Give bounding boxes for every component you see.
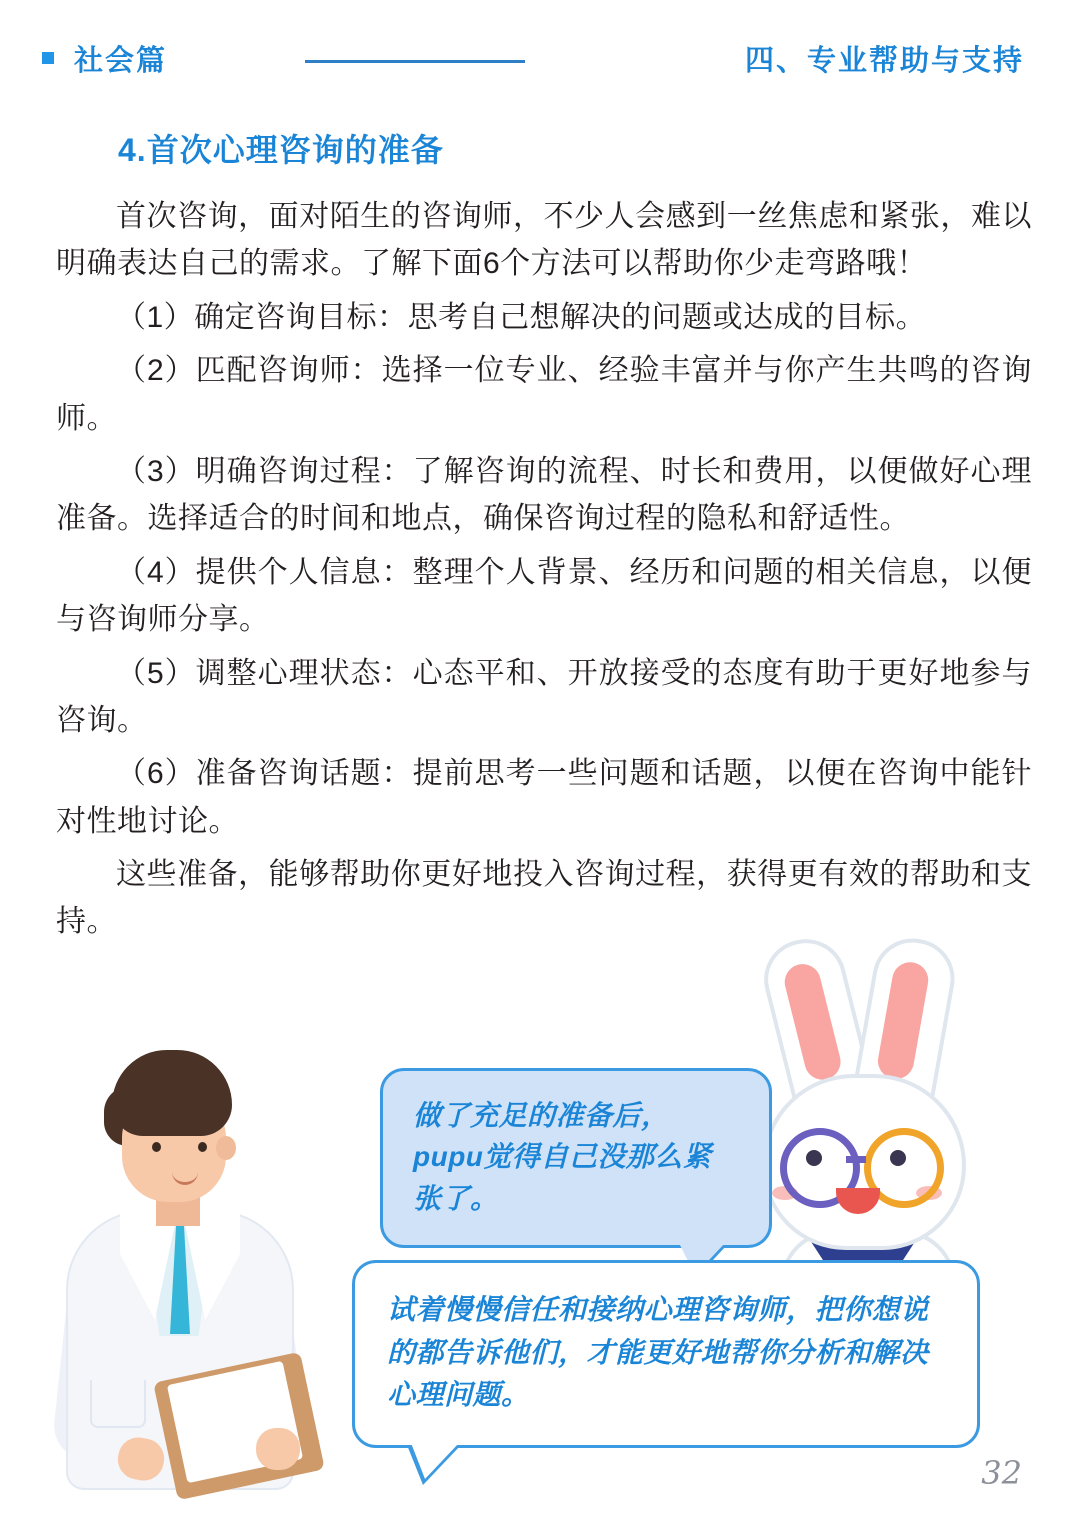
header-bullet-icon [42, 52, 54, 64]
paragraph-item-4: （4）提供个人信息：整理个人背景、经历和问题的相关信息，以便与咨询师分享。 [56, 555, 1032, 637]
header-section-label: 社会篇 [74, 45, 168, 77]
paragraph-item-6: （6）准备咨询话题：提前思考一些问题和话题，以便在咨询中能针对性地讨论。 [56, 757, 1032, 838]
rabbit-speech-text: 做了充足的准备后，pupu觉得自己没那么紧张了。 [413, 1100, 712, 1214]
doctor-speech-text: 试着慢慢信任和接纳心理咨询师，把你想说的都告诉他们，才能更好地帮你分析和解决心理问题。 [387, 1294, 929, 1411]
doctor-character-illustration [60, 1050, 390, 1490]
rabbit-ear-inner-right [875, 959, 931, 1081]
doctor-eye-left [152, 1142, 161, 1152]
page-header [0, 38, 1080, 88]
rabbit-eye-left [806, 1150, 822, 1166]
doctor-speech-tail [411, 1443, 459, 1479]
rabbit-speech-bubble [380, 1068, 772, 1248]
paragraph-closing: 这些准备，能够帮助你更好地投入咨询过程，获得更有效的帮助和支持。 [56, 858, 1032, 939]
paragraph-item-2: （2）匹配咨询师：选择一位专业、经验丰富并与你产生共鸣的咨询师。 [56, 354, 1032, 435]
doctor-hand-right [256, 1428, 300, 1470]
rabbit-eye-right [890, 1150, 906, 1166]
rabbit-ear-inner-left [781, 960, 844, 1083]
doctor-hair [112, 1050, 232, 1136]
doctor-coat-pocket [90, 1380, 146, 1428]
header-divider [305, 60, 525, 63]
doctor-speech-bubble [352, 1260, 980, 1448]
rabbit-glasses-bridge [846, 1156, 866, 1163]
page-number: 32 [981, 1454, 1022, 1492]
paragraph-intro: 首次咨询，面对陌生的咨询师，不少人会感到一丝焦虑和紧张，难以明确表达自己的需求。了解下面6个方法可以帮助你少走弯路哦！ [56, 200, 1032, 281]
doctor-ear [216, 1136, 236, 1160]
paragraph-item-5: （5）调整心理状态：心态平和、开放接受的态度有助于更好地参与咨询。 [56, 656, 1032, 737]
page-content [56, 125, 1032, 952]
doctor-eye-right [198, 1142, 207, 1152]
paragraph-item-3: （3）明确咨询过程：了解咨询的流程、时长和费用，以便做好心理准备。选择适合的时间和地点，确保咨询过程的隐私和舒适性。 [56, 454, 1032, 536]
illustration-area [0, 930, 1080, 1490]
header-chapter-label: 四、专业帮助与支持 [744, 45, 1024, 77]
paragraph-item-1: （1）确定咨询目标：思考自己想解决的问题或达成的目标。 [116, 300, 927, 334]
section-title: 4.首次心理咨询的准备 [118, 132, 444, 168]
